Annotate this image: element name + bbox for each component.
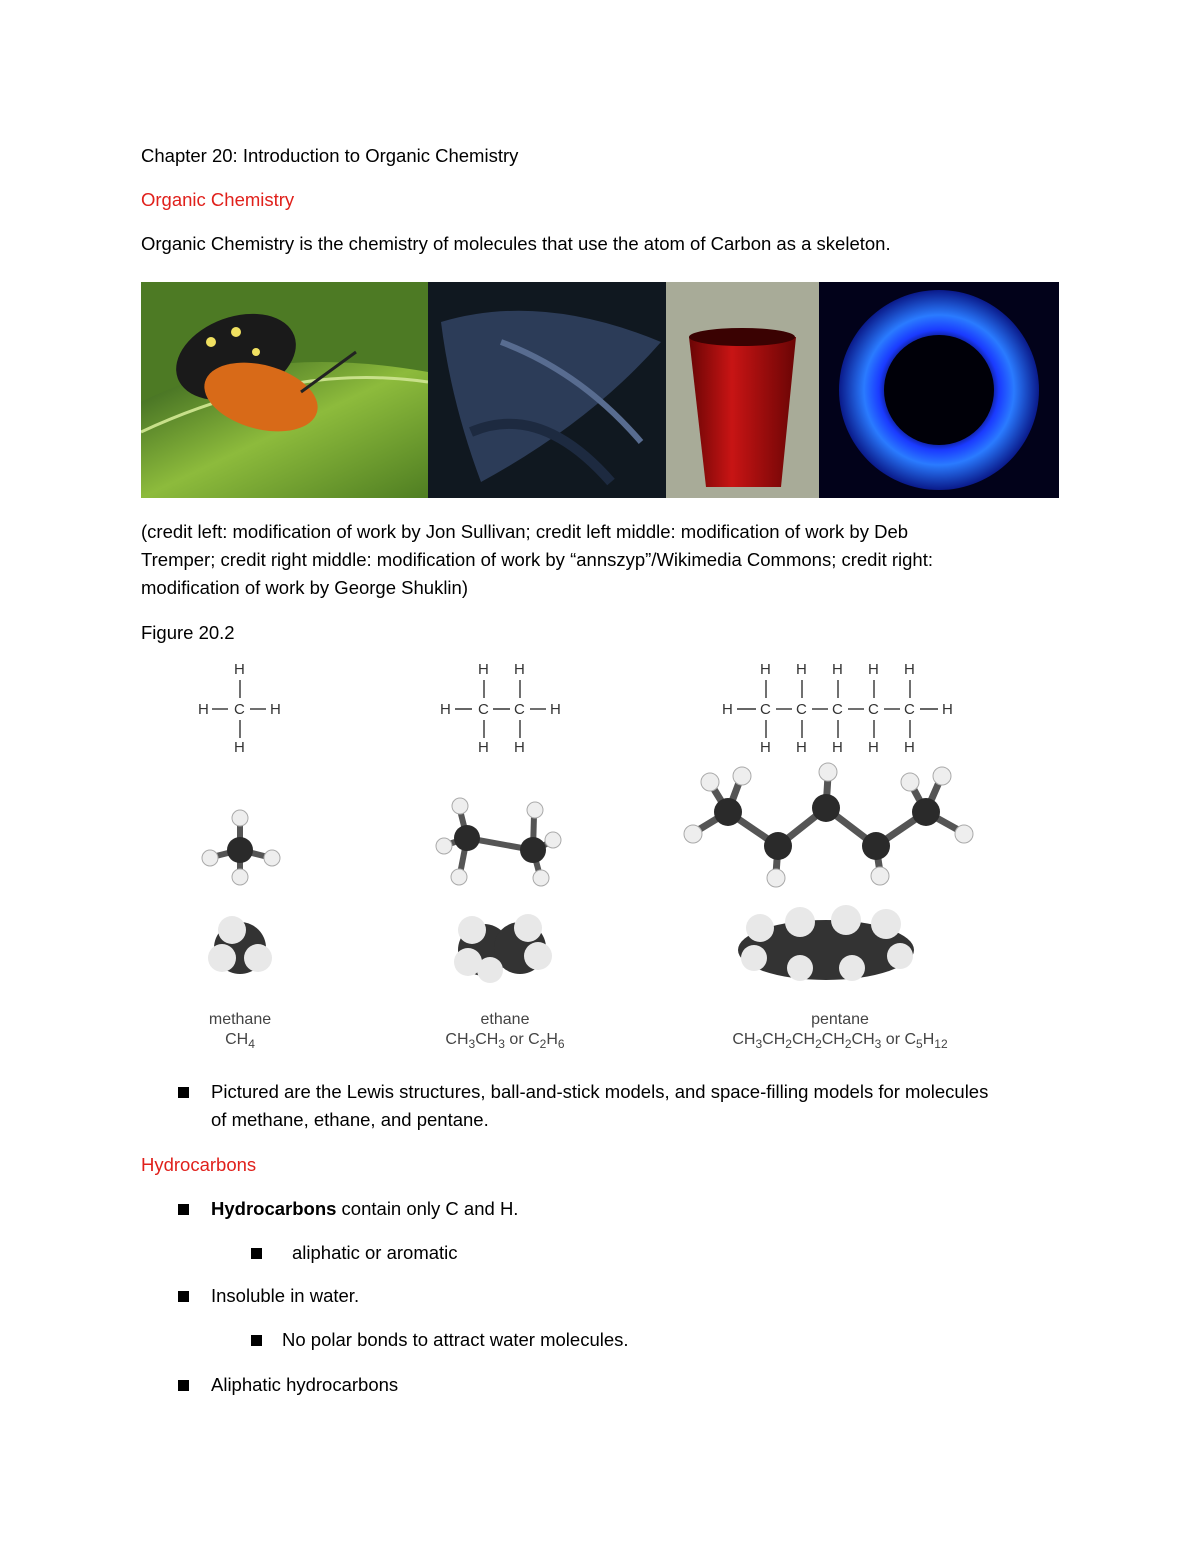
hydrogen-atom-label: H	[760, 739, 771, 756]
hydrogen-atom-label: H	[478, 739, 489, 756]
space-fill-methane	[208, 916, 272, 974]
pentane-formula: $CH_3CH_2CH_2CH_2CH_3$ or $C_5H_{12}$	[732, 1031, 948, 1052]
ball-and-stick-models	[202, 763, 973, 887]
hydrogen-atom-label: H	[270, 701, 281, 718]
hydrogen-atom-label: H	[514, 739, 525, 756]
hydrogen-atom-label: H	[904, 739, 915, 756]
ball-stick-ethane	[436, 798, 561, 886]
bullet-square	[178, 1291, 189, 1302]
figure-description-line-1: Pictured are the Lewis structures, ball-and-stick models, and space-filling models for molecules	[211, 1081, 989, 1102]
label-pentane	[710, 1010, 970, 1054]
hydrogen-atom-label: H	[760, 661, 771, 678]
methane-name: methane	[208, 1011, 272, 1028]
credits-line-1: (credit left: modification of work by Jon Sullivan; credit left middle: modification of work by Deb	[141, 521, 909, 542]
hydrogen-atom-label: H	[832, 739, 843, 756]
hydrogen-atom-label: H	[904, 661, 915, 678]
bullet-square	[178, 1204, 189, 1215]
ethane-name: ethane	[480, 1011, 530, 1028]
hydrogen-atom-label: H	[514, 661, 525, 678]
hydrogen-atom-label: H	[832, 661, 843, 678]
section-heading-organic-chemistry: Organic Chemistry	[141, 189, 295, 210]
bullet-hydrocarbons-rest: contain only C and H.	[336, 1198, 519, 1219]
bullet-hydrocarbons	[211, 1195, 518, 1223]
lewis-methane	[198, 661, 281, 756]
molecule-figure	[0, 650, 1200, 1010]
lewis-ethane	[440, 661, 561, 756]
photo-strip	[141, 282, 1059, 498]
bullet-square	[251, 1335, 262, 1346]
carbon-atom-label: C	[868, 701, 879, 718]
bullet-square	[251, 1248, 262, 1259]
photo-butterfly	[141, 282, 428, 498]
ball-stick-pentane	[684, 763, 973, 887]
hydrogen-atom-label: H	[234, 661, 245, 678]
carbon-atom-label: C	[832, 701, 843, 718]
hydrogen-atom-label: H	[234, 739, 245, 756]
sub-bullet-no-polar-bonds: No polar bonds to attract water molecules.	[282, 1329, 629, 1350]
carbon-atom-label: C	[514, 701, 525, 718]
hydrogen-atom-label: H	[440, 701, 451, 718]
credits-line-2: Tremper; credit right middle: modification of work by “annszyp”/Wikimedia Commons; credit right:	[141, 549, 933, 570]
ethane-formula: $CH_3CH_3$ or $C_2H_6$	[445, 1031, 565, 1052]
figure-description-line-2: of methane, ethane, and pentane.	[211, 1109, 489, 1130]
hydrogen-atom-label: H	[198, 701, 209, 718]
figure-label: Figure 20.2	[141, 622, 235, 643]
carbon-atom-label: C	[904, 701, 915, 718]
credits-line-3: modification of work by George Shuklin)	[141, 577, 468, 598]
carbon-atom-label: C	[478, 701, 489, 718]
hydrogen-atom-label: H	[868, 739, 879, 756]
label-methane	[180, 1010, 300, 1054]
lewis-pentane	[722, 661, 953, 756]
hydrogen-atom-label: H	[796, 661, 807, 678]
pentane-name: pentane	[811, 1011, 869, 1028]
carbon-atom-label: C	[760, 701, 771, 718]
sub-bullet-aliphatic-aromatic: aliphatic or aromatic	[292, 1242, 458, 1263]
photo-red-cup	[666, 282, 819, 498]
chapter-title: Chapter 20: Introduction to Organic Chemistry	[141, 145, 519, 166]
bullet-square	[178, 1087, 189, 1098]
bullet-aliphatic-hydrocarbons: Aliphatic hydrocarbons	[211, 1374, 399, 1395]
bullet-insoluble: Insoluble in water.	[211, 1285, 360, 1306]
methane-formula: $CH_4$	[225, 1031, 255, 1052]
hydrogen-atom-label: H	[722, 701, 733, 718]
hydrogen-atom-label: H	[550, 701, 561, 718]
carbon-atom-label: C	[234, 701, 245, 718]
space-fill-ethane	[454, 914, 552, 983]
space-fill-pentane	[738, 905, 914, 981]
bullet-square	[178, 1380, 189, 1391]
photo-gas-flame	[819, 282, 1059, 498]
hydrogen-atom-label: H	[868, 661, 879, 678]
hydrogen-atom-label: H	[796, 739, 807, 756]
hydrogen-atom-label: H	[478, 661, 489, 678]
lewis-structures	[198, 661, 953, 756]
label-ethane	[420, 1010, 590, 1054]
section-heading-hydrocarbons: Hydrocarbons	[141, 1154, 257, 1175]
intro-paragraph: Organic Chemistry is the chemistry of molecules that use the atom of Carbon as a skeleton.	[141, 233, 891, 254]
photo-denim	[428, 282, 666, 498]
hydrogen-atom-label: H	[942, 701, 953, 718]
ball-stick-methane	[202, 810, 280, 885]
carbon-atom-label: C	[796, 701, 807, 718]
space-filling-models	[208, 905, 914, 983]
bullet-hydrocarbons-bold: Hydrocarbons	[211, 1198, 337, 1219]
